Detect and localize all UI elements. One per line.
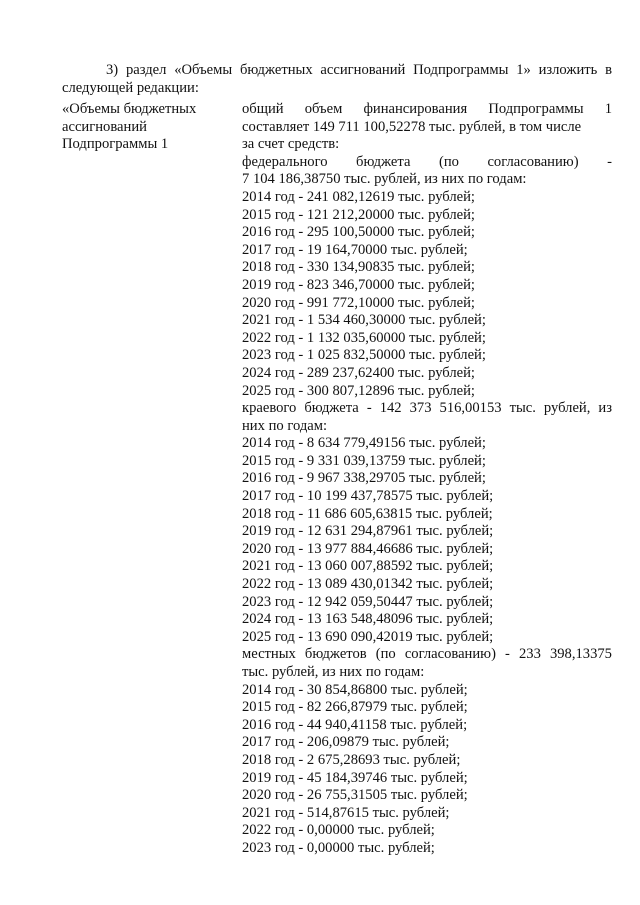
local-year-line: 2014 год - 30 854,86800 тыс. рублей; [242, 681, 468, 698]
word: рублей, [543, 400, 591, 417]
regional-year-line: 2023 год - 12 942 059,50447 тыс. рублей; [242, 593, 494, 610]
local-year-line: 2016 год - 44 940,41158 тыс. рублей; [242, 716, 468, 733]
word: - [607, 153, 612, 170]
federal-year-line: 2022 год - 1 132 035,60000 тыс. рублей; [242, 329, 486, 346]
federal-year-line: 2015 год - 121 212,20000 тыс. рублей; [242, 206, 475, 223]
word: из [598, 400, 612, 417]
federal-year-line: 2021 год - 1 534 460,30000 тыс. рублей; [242, 312, 486, 329]
regional-year-line: 2018 год - 11 686 605,63815 тыс. рублей; [242, 505, 493, 522]
word: - [366, 400, 372, 417]
intro-word: 3) [106, 62, 119, 78]
federal-year-line: 2024 год - 289 237,62400 тыс. рублей; [242, 364, 475, 381]
word: 373 [409, 400, 432, 417]
federal-year-line: 2016 год - 295 100,50000 тыс. рублей; [242, 224, 475, 241]
regional-line-2: них по годам: [242, 417, 328, 434]
federal-line-1 [242, 154, 612, 172]
regional-year-line: 2025 год - 13 690 090,42019 тыс. рублей; [242, 628, 494, 645]
local-line-1 [242, 646, 612, 664]
local-year-line: 2023 год - 0,00000 тыс. рублей; [242, 839, 435, 856]
intro-paragraph [62, 62, 612, 97]
word: тыс. [509, 400, 536, 417]
local-year-line: 2020 год - 26 755,31505 тыс. рублей; [242, 787, 468, 804]
word: Подпрограммы [488, 101, 584, 117]
regional-year-line: 2016 год - 9 967 338,29705 тыс. рублей; [242, 470, 486, 487]
intro-word: 1» [516, 62, 531, 78]
word: согласованию) [404, 646, 496, 663]
federal-line-2: 7 104 186,38750 тыс. рублей, из них по годам: [242, 171, 527, 188]
word: объем [304, 101, 343, 117]
regional-line-1 [242, 400, 612, 418]
local-year-line: 2015 год - 82 266,87979 тыс. рублей; [242, 699, 468, 716]
word: 233 [518, 646, 541, 663]
regional-year-line: 2014 год - 8 634 779,49156 тыс. рублей; [242, 435, 486, 452]
word: краевого [242, 400, 297, 417]
word: 1 [604, 101, 612, 117]
word: 516,00153 [439, 400, 502, 417]
intro-word: ассигнований [320, 62, 406, 78]
word: (по [438, 153, 459, 170]
local-year-line: 2019 год - 45 184,39746 тыс. рублей; [242, 769, 468, 786]
word: (по [375, 646, 396, 663]
local-year-line: 2018 год - 2 675,28693 тыс. рублей; [242, 751, 461, 768]
regional-year-line: 2019 год - 12 631 294,87961 тыс. рублей; [242, 523, 494, 540]
word: общий [242, 101, 284, 117]
local-year-line: 2022 год - 0,00000 тыс. рублей; [242, 822, 435, 839]
label-line: Подпрограммы 1 [62, 136, 169, 153]
table-label-cell [62, 101, 227, 154]
intro-word: в [605, 62, 612, 78]
label-line: ассигнований [62, 118, 147, 135]
label-line: «Объемы бюджетных [62, 101, 197, 117]
word: бюджета [304, 400, 359, 417]
federal-year-line: 2018 год - 330 134,90835 тыс. рублей; [242, 259, 475, 276]
word: 142 [379, 400, 402, 417]
regional-year-line: 2022 год - 13 089 430,01342 тыс. рублей; [242, 576, 494, 593]
word: федерального [242, 153, 328, 170]
regional-year-line: 2021 год - 13 060 007,88592 тыс. рублей; [242, 558, 494, 575]
intro-word: «Объемы [174, 62, 233, 78]
federal-year-line: 2020 год - 991 772,10000 тыс. рублей; [242, 294, 475, 311]
word: 398,13375 [549, 646, 612, 663]
local-line-2: тыс. рублей, из них по годам: [242, 664, 425, 680]
table-value-cell [242, 101, 612, 858]
regional-year-line: 2020 год - 13 977 884,46686 тыс. рублей; [242, 540, 494, 557]
intro-line-1 [62, 62, 612, 80]
local-year-line: 2021 год - 514,87615 тыс. рублей; [242, 804, 450, 821]
total-line-1 [242, 101, 612, 119]
word: согласованию) [487, 153, 579, 170]
word: местных [242, 646, 296, 663]
intro-word: раздел [125, 62, 167, 78]
local-year-line: 2017 год - 206,09879 тыс. рублей; [242, 734, 450, 751]
intro-word: бюджетных [239, 62, 313, 78]
federal-year-line: 2014 год - 241 082,12619 тыс. рублей; [242, 188, 475, 205]
word: финансирования [363, 101, 468, 117]
total-line-3: за счет средств: [242, 136, 340, 153]
word: - [505, 646, 510, 663]
intro-word: Подпрограммы [413, 62, 509, 78]
intro-word: изложить [538, 62, 598, 78]
federal-year-line: 2019 год - 823 346,70000 тыс. рублей; [242, 276, 475, 293]
regional-year-line: 2017 год - 10 199 437,78575 тыс. рублей; [242, 488, 494, 505]
word: бюджета [356, 153, 411, 170]
federal-year-line: 2025 год - 300 807,12896 тыс. рублей; [242, 382, 475, 399]
federal-year-line: 2023 год - 1 025 832,50000 тыс. рублей; [242, 347, 486, 364]
regional-year-line: 2015 год - 9 331 039,13759 тыс. рублей; [242, 452, 486, 469]
word: бюджетов [304, 646, 367, 663]
federal-year-line: 2017 год - 19 164,70000 тыс. рублей; [242, 241, 468, 258]
intro-line-2: следующей редакции: [62, 79, 199, 96]
total-line-2: составляет 149 711 100,52278 тыс. рублей, в том числе [242, 118, 582, 135]
regional-year-line: 2024 год - 13 163 548,48096 тыс. рублей; [242, 611, 494, 628]
